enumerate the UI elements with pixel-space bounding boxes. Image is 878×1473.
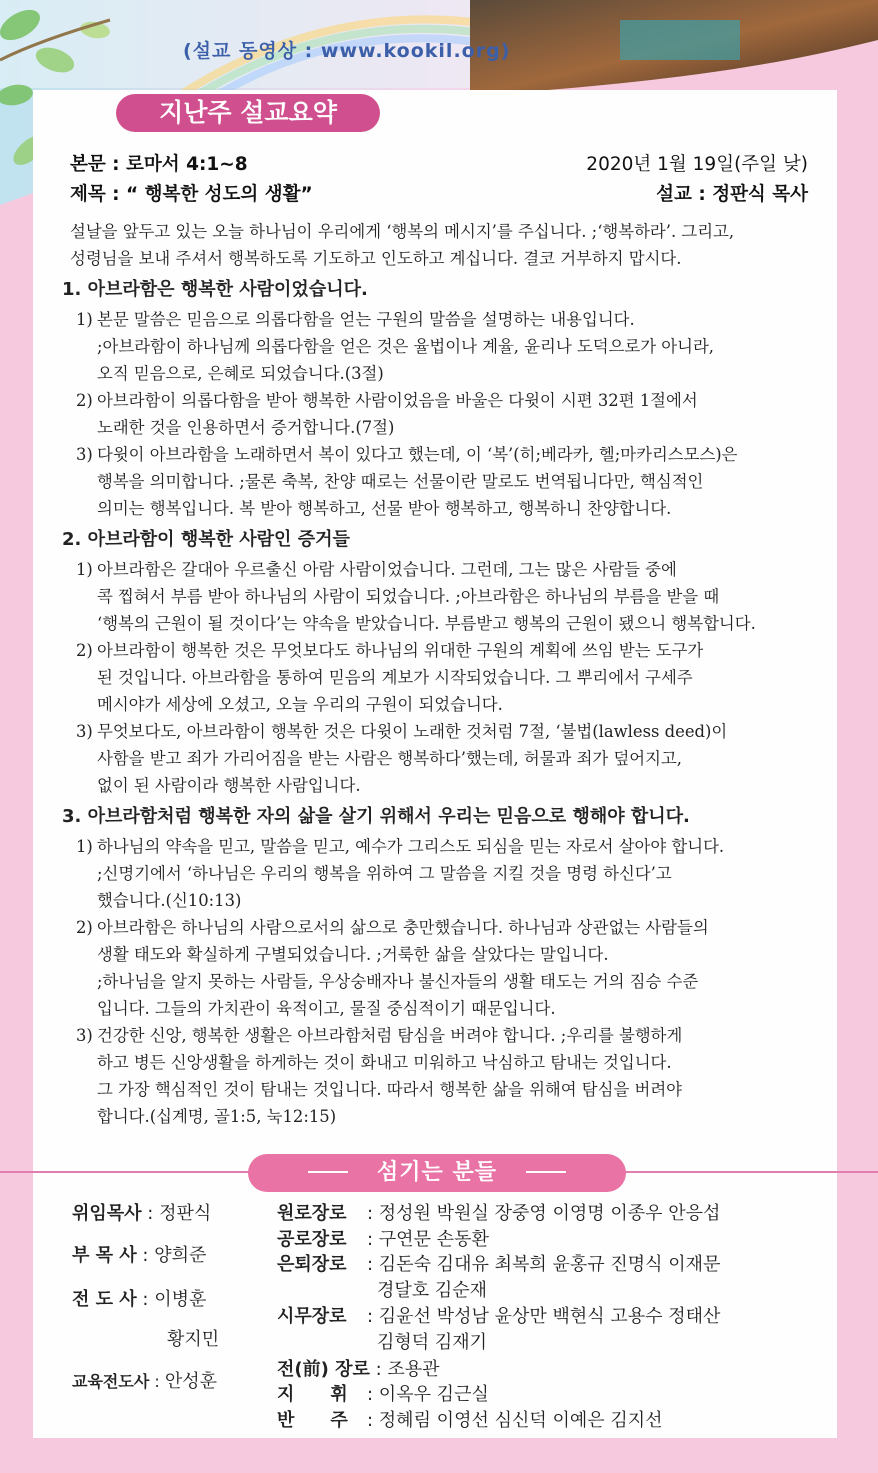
- item-line: 건강한 신앙, 행복한 생활은 아브라함처럼 탐심을 버려야 합니다. ;우리를 불행하게: [97, 1026, 683, 1045]
- elder-row: 반 주 : 정혜림 이영선 심신덕 이예은 김지선: [277, 1408, 663, 1434]
- item-line: 하나님의 약속을 믿고, 말씀을 믿고, 예수가 그리스도 되심을 믿는 자로서 살아야 합니다.: [97, 837, 725, 856]
- title-dash: [308, 1171, 348, 1173]
- person-names: 구연문 손동환: [378, 1229, 489, 1250]
- item-line: 아브라함이 행복한 것은 무엇보다도 하나님의 위대한 구원의 계획에 쓰임 받는 도구가: [97, 641, 704, 660]
- sermon-date: 2020년 1월 19일(주일 낮): [586, 154, 808, 175]
- role-label: 원로장로: [277, 1203, 347, 1224]
- elder-row: 은퇴장로 : 김돈숙 김대유 최복희 윤홍규 진명식 이재문: [277, 1252, 720, 1278]
- role-label: 반 주: [277, 1410, 348, 1431]
- item-line: 그 가장 핵심적인 것이 탐내는 것입니다. 따라서 행복한 삶을 위해여 탐심을 버려야: [97, 1080, 683, 1099]
- item-line: ;하나님을 알지 못하는 사람들, 우상숭배자나 불신자들의 생활 태도는 거의 짐승 수준: [97, 972, 699, 991]
- minister-row: 전 도 사 : 이병훈: [72, 1289, 207, 1310]
- section-heading: 2. 아브라함이 행복한 사람인 증거들: [62, 529, 350, 550]
- role-label: 전(前) 장로: [277, 1359, 370, 1380]
- role-label: 교육전도사: [72, 1372, 150, 1391]
- item-line: 노래한 것을 인용하면서 증거합니다.(7절): [97, 418, 395, 437]
- item-line: 메시야가 세상에 오셨고, 오늘 우리의 구원이 되었습니다.: [97, 695, 503, 714]
- person-names: 조용관: [387, 1359, 440, 1380]
- list-item: [70, 718, 815, 799]
- person-names: 김윤선 박성남 윤상만 백현식 고용수 정태산: [378, 1306, 721, 1327]
- servants-title-pill: [248, 1154, 626, 1192]
- item-line: 했습니다.(신10:13): [97, 891, 242, 910]
- person-names: 경달호 김순재: [377, 1280, 488, 1301]
- person-names: 김돈숙 김대유 최복희 윤홍규 진명식 이재문: [378, 1254, 721, 1275]
- role-label: 위임목사: [72, 1203, 142, 1224]
- sermon-title: 제목 : “ 행복한 성도의 생활”: [70, 184, 313, 205]
- item-number: 2): [76, 918, 93, 937]
- item-number: 3): [76, 722, 93, 741]
- sermon-summary: [62, 218, 815, 1130]
- item-number: 1): [76, 837, 93, 856]
- elder-row-cont: [377, 1278, 487, 1304]
- item-number: 1): [76, 560, 93, 579]
- elder-row-cont: [377, 1330, 487, 1356]
- list-item: [70, 1022, 815, 1130]
- title-dash: [526, 1171, 566, 1173]
- elder-row: 시무장로 : 김윤선 박성남 윤상만 백현식 고용수 정태산: [277, 1304, 720, 1330]
- role-label: 부 목 사: [72, 1245, 137, 1266]
- item-line: 아브라함은 하나님의 사람으로서의 삶으로 충만했습니다. 하나님과 상관없는 사람들의: [97, 918, 709, 937]
- person-names: 김형덕 김재기: [377, 1332, 488, 1353]
- item-line: 된 것입니다. 아브라함을 통하여 믿음의 계보가 시작되었습니다. 그 뿌리에서 구세주: [97, 668, 693, 687]
- person-name: 정판식: [159, 1203, 212, 1224]
- role-label: 전 도 사: [72, 1289, 137, 1310]
- role-label: 은퇴장로: [277, 1254, 347, 1275]
- role-label: 지 휘: [277, 1384, 348, 1405]
- list-item: [70, 556, 815, 637]
- item-number: 1): [76, 310, 93, 329]
- section-heading: 1. 아브라함은 행복한 사람이었습니다.: [62, 279, 368, 300]
- item-line: 생활 태도와 확실하게 구별되었습니다. ;거룩한 삶을 살았다는 말입니다.: [97, 945, 609, 964]
- elder-row: 전(前) 장로 : 조용관: [277, 1357, 440, 1383]
- servants-title: 섬기는 분들: [377, 1160, 497, 1185]
- person-name: 황지민: [167, 1329, 220, 1350]
- role-label: 시무장로: [277, 1306, 347, 1327]
- item-line: 콕 찝혀서 부름 받아 하나님의 사람이 되었습니다. ;아브라함은 하나님의 부름을 받을 때: [97, 587, 720, 606]
- list-item: [70, 833, 815, 914]
- section-title-pill: 지난주 설교요약: [116, 94, 380, 132]
- list-item: [70, 914, 815, 1022]
- person-names: 정혜림 이영선 심신덕 이예은 김지선: [378, 1410, 663, 1431]
- role-label: 공로장로: [277, 1229, 347, 1250]
- elder-row: 공로장로 : 구연문 손동환: [277, 1227, 489, 1253]
- minister-row: 위임목사 : 정판식: [72, 1203, 212, 1224]
- item-line: 오직 믿음으로, 은혜로 되었습니다.(3절): [97, 364, 384, 383]
- item-line: 의미는 행복입니다. 복 받아 행복하고, 선물 받아 행복하고, 행복하니 찬양합니다.: [97, 499, 672, 518]
- list-item: [70, 441, 815, 522]
- intro-line: 성령님을 보내 주셔서 행복하도록 기도하고 인도하고 계십니다. 결코 거부하지 맙시다.: [70, 249, 682, 268]
- person-name: 양희준: [154, 1245, 207, 1266]
- person-name: 이병훈: [154, 1289, 207, 1310]
- minister-row: 교육전도사 : 안성훈: [72, 1371, 218, 1392]
- list-item: [70, 306, 815, 387]
- preacher: 설교 : 정판식 목사: [656, 184, 808, 205]
- minister-row: [167, 1327, 219, 1353]
- item-line: ‘행복의 근원이 될 것이다’는 약속을 받았습니다. 부름받고 행복의 근원이 됐으니 행복합니다.: [97, 614, 756, 633]
- item-line: 입니다. 그들의 가치관이 육적이고, 물질 중심적이기 때문입니다.: [97, 999, 556, 1018]
- section-heading: 3. 아브라함처럼 행복한 자의 삶을 살기 위해서 우리는 믿음으로 행해야 합니다.: [62, 806, 690, 827]
- person-name: 안성훈: [164, 1371, 218, 1392]
- item-line: 아브라함은 갈대아 우르출신 아람 사람이었습니다. 그런데, 그는 많은 사람들 중에: [97, 560, 677, 579]
- intro-line: 설날을 앞두고 있는 오늘 하나님이 우리에게 ‘행복의 메시지’를 주십니다. ;‘행복하라’. 그리고,: [70, 222, 735, 241]
- item-line: 합니다.(십계명, 골1:5, 눅12:15): [97, 1107, 337, 1126]
- item-line: 없이 된 사람이라 행복한 사람입니다.: [97, 776, 361, 795]
- person-names: 정성원 박원실 장중영 이영명 이종우 안응섭: [378, 1203, 721, 1224]
- list-item: [70, 637, 815, 718]
- item-line: 사함을 받고 죄가 가리어짐을 받는 사람은 행복하다’했는데, 허물과 죄가 덮어지고,: [97, 749, 683, 768]
- list-item: [70, 387, 815, 441]
- elder-row: 원로장로 : 정성원 박원실 장중영 이영명 이종우 안응섭: [277, 1201, 720, 1227]
- item-line: 하고 병든 신앙생활을 하게하는 것이 화내고 미워하고 낙심하고 탐내는 것입니다.: [97, 1053, 672, 1072]
- item-line: ;신명기에서 ‘하나님은 우리의 행복을 위하여 그 말씀을 지킬 것을 명령 하신다’고: [97, 864, 672, 883]
- item-line: ;아브라함이 하나님께 의롭다함을 얻은 것은 율법이나 계율, 윤리나 도덕으로가 아니라,: [97, 337, 714, 356]
- sermon-video-url[interactable]: (설교 동영상 : www.kookil.org): [183, 40, 511, 62]
- elder-row: 지 휘 : 이옥우 김근실: [277, 1382, 489, 1408]
- passage: 본문 : 로마서 4:1∼8: [70, 154, 248, 175]
- minister-row: 부 목 사 : 양희준: [72, 1245, 207, 1266]
- item-line: 무엇보다도, 아브라함이 행복한 것은 다윗이 노래한 것처럼 7절, ‘불법(lawless deed)이: [97, 722, 728, 741]
- item-number: 2): [76, 641, 93, 660]
- item-number: 2): [76, 391, 93, 410]
- item-number: 3): [76, 445, 93, 464]
- item-line: 다윗이 아브라함을 노래하면서 복이 있다고 했는데, 이 ‘복’(히;베라카, 헬;마카리스모스)은: [97, 445, 738, 464]
- item-line: 본문 말씀은 믿음으로 의롭다함을 얻는 구원의 말씀을 설명하는 내용입니다.: [97, 310, 635, 329]
- item-number: 3): [76, 1026, 93, 1045]
- item-line: 아브라함이 의롭다함을 받아 행복한 사람이었음을 바울은 다윗이 시편 32편 1절에서: [97, 391, 698, 410]
- person-names: 이옥우 김근실: [378, 1384, 489, 1405]
- item-line: 행복을 의미합니다. ;물론 축복, 찬양 때로는 선물이란 말로도 번역됩니다만, 핵심적인: [97, 472, 704, 491]
